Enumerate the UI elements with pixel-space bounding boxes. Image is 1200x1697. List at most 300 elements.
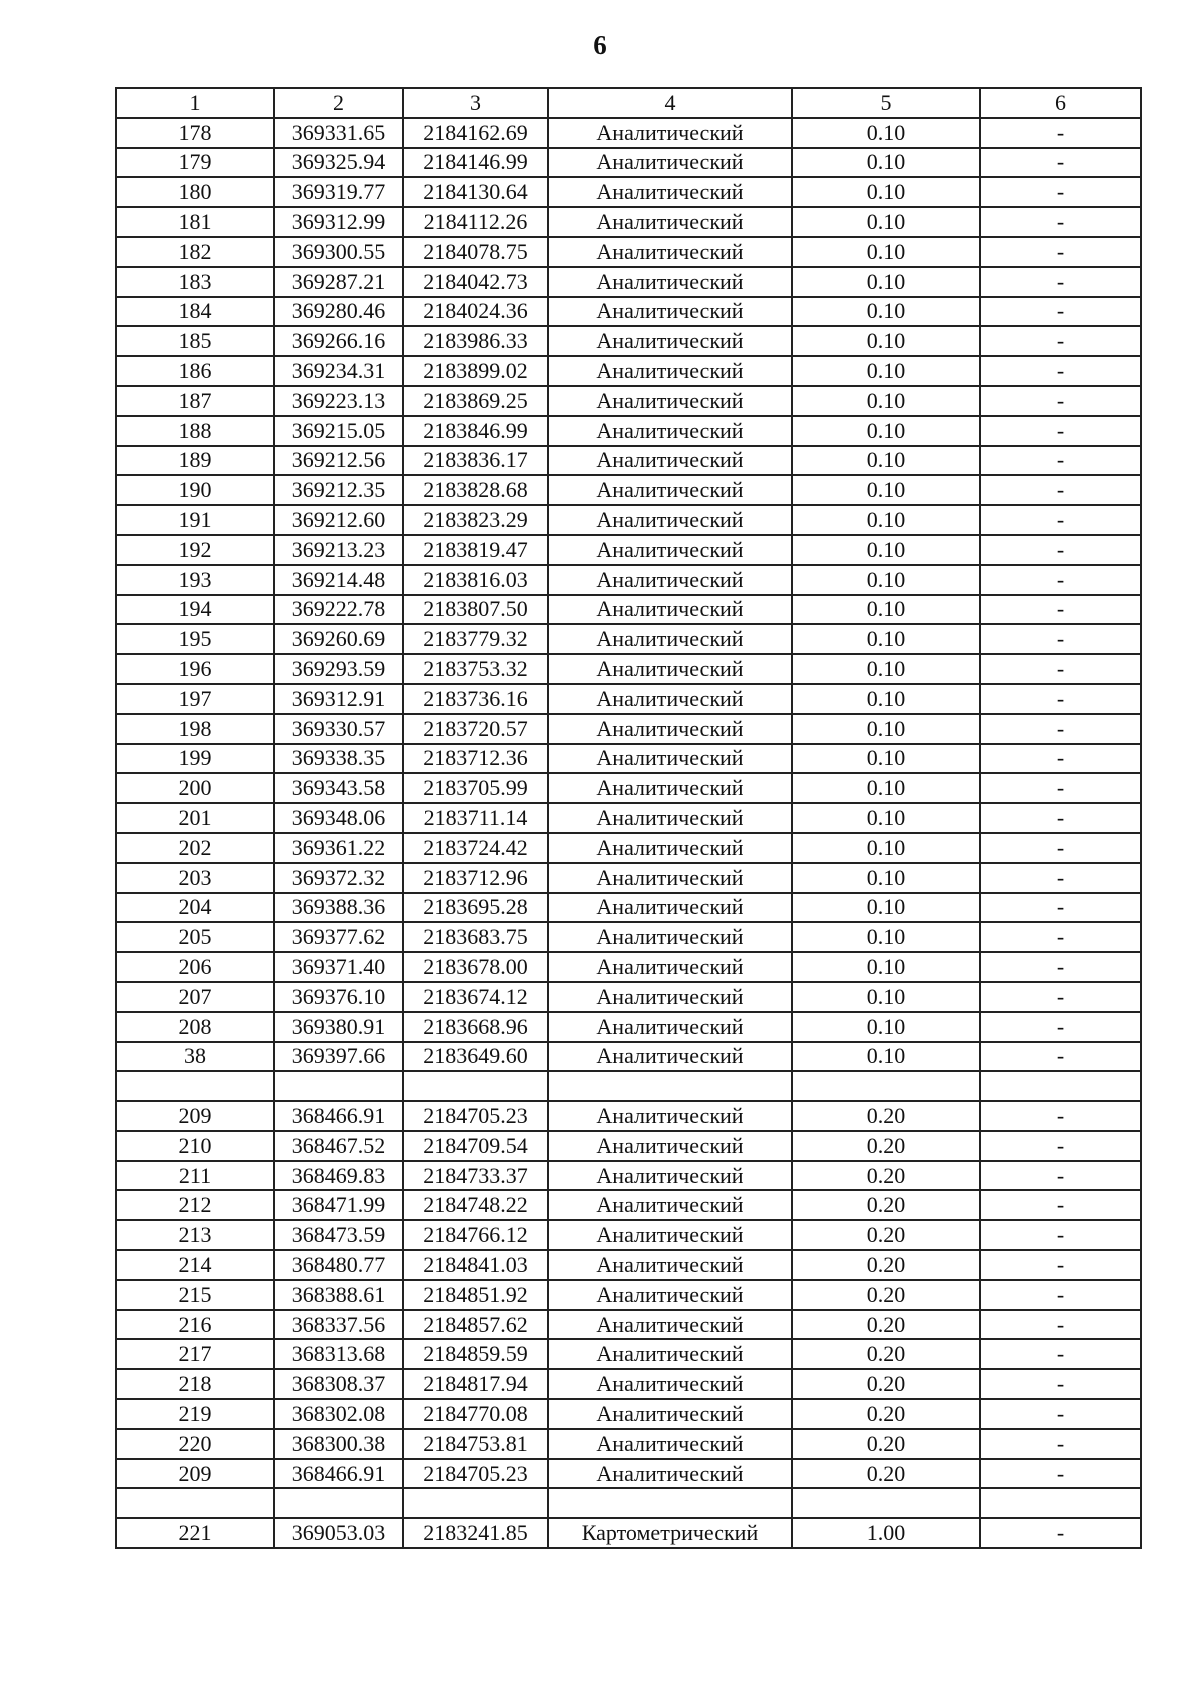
cell-x-coordinate: 368313.68 xyxy=(274,1339,403,1369)
table-row xyxy=(116,595,1141,625)
cell-method: Аналитический xyxy=(548,267,792,297)
table-row xyxy=(116,952,1141,982)
cell-method: Аналитический xyxy=(548,624,792,654)
cell-point-number xyxy=(116,1488,274,1518)
cell-method: Аналитический xyxy=(548,952,792,982)
cell-point-number: 211 xyxy=(116,1161,274,1191)
cell-y-coordinate: 2184146.99 xyxy=(403,148,548,178)
table-row xyxy=(116,1161,1141,1191)
cell-point-number: 198 xyxy=(116,714,274,744)
cell-description: - xyxy=(980,773,1141,803)
cell-accuracy: 0.20 xyxy=(792,1250,980,1280)
cell-accuracy: 0.10 xyxy=(792,535,980,565)
cell-x-coordinate: 369376.10 xyxy=(274,982,403,1012)
cell-y-coordinate: 2184042.73 xyxy=(403,267,548,297)
cell-point-number: 204 xyxy=(116,893,274,923)
table-row xyxy=(116,833,1141,863)
cell-description: - xyxy=(980,1459,1141,1489)
cell-point-number: 184 xyxy=(116,297,274,327)
cell-point-number: 205 xyxy=(116,922,274,952)
cell-method: Аналитический xyxy=(548,1399,792,1429)
cell-accuracy xyxy=(792,1488,980,1518)
cell-y-coordinate: 2184733.37 xyxy=(403,1161,548,1191)
cell-point-number: 183 xyxy=(116,267,274,297)
cell-point-number: 203 xyxy=(116,863,274,893)
cell-description xyxy=(980,1488,1141,1518)
cell-accuracy: 0.10 xyxy=(792,922,980,952)
cell-description: - xyxy=(980,1399,1141,1429)
cell-y-coordinate: 2183668.96 xyxy=(403,1012,548,1042)
cell-y-coordinate: 2183712.96 xyxy=(403,863,548,893)
cell-y-coordinate: 2183846.99 xyxy=(403,416,548,446)
cell-description: - xyxy=(980,1161,1141,1191)
cell-point-number: 218 xyxy=(116,1369,274,1399)
cell-x-coordinate: 368388.61 xyxy=(274,1280,403,1310)
cell-y-coordinate: 2183695.28 xyxy=(403,893,548,923)
cell-accuracy: 0.20 xyxy=(792,1429,980,1459)
cell-method: Аналитический xyxy=(548,1280,792,1310)
cell-y-coordinate: 2183986.33 xyxy=(403,326,548,356)
cell-y-coordinate: 2183779.32 xyxy=(403,624,548,654)
cell-y-coordinate: 2184859.59 xyxy=(403,1339,548,1369)
table-row xyxy=(116,1429,1141,1459)
cell-accuracy: 0.10 xyxy=(792,416,980,446)
cell-x-coordinate: 369371.40 xyxy=(274,952,403,982)
cell-y-coordinate: 2183720.57 xyxy=(403,714,548,744)
cell-y-coordinate: 2184857.62 xyxy=(403,1310,548,1340)
cell-description: - xyxy=(980,1220,1141,1250)
cell-accuracy: 0.20 xyxy=(792,1190,980,1220)
cell-accuracy: 0.10 xyxy=(792,386,980,416)
cell-x-coordinate: 369312.91 xyxy=(274,684,403,714)
cell-description: - xyxy=(980,1012,1141,1042)
table-row xyxy=(116,1071,1141,1101)
cell-x-coordinate: 369380.91 xyxy=(274,1012,403,1042)
cell-x-coordinate: 369377.62 xyxy=(274,922,403,952)
cell-point-number: 214 xyxy=(116,1250,274,1280)
cell-point-number: 210 xyxy=(116,1131,274,1161)
table-header xyxy=(116,88,1141,118)
table-row xyxy=(116,1131,1141,1161)
cell-accuracy: 0.10 xyxy=(792,833,980,863)
cell-x-coordinate: 368467.52 xyxy=(274,1131,403,1161)
cell-accuracy: 0.10 xyxy=(792,744,980,774)
cell-x-coordinate: 369287.21 xyxy=(274,267,403,297)
cell-method: Аналитический xyxy=(548,1369,792,1399)
cell-accuracy: 0.10 xyxy=(792,267,980,297)
cell-y-coordinate: 2183649.60 xyxy=(403,1042,548,1072)
cell-accuracy: 0.20 xyxy=(792,1459,980,1489)
cell-description: - xyxy=(980,684,1141,714)
cell-description: - xyxy=(980,1310,1141,1340)
cell-description: - xyxy=(980,326,1141,356)
cell-x-coordinate: 368308.37 xyxy=(274,1369,403,1399)
cell-accuracy: 0.10 xyxy=(792,654,980,684)
column-header-y-coordinate: 3 xyxy=(403,88,548,118)
cell-accuracy: 0.10 xyxy=(792,684,980,714)
cell-method: Аналитический xyxy=(548,475,792,505)
cell-y-coordinate xyxy=(403,1488,548,1518)
cell-description: - xyxy=(980,863,1141,893)
cell-accuracy: 0.20 xyxy=(792,1220,980,1250)
table-row xyxy=(116,893,1141,923)
cell-point-number: 191 xyxy=(116,505,274,535)
table-row xyxy=(116,684,1141,714)
cell-method: Аналитический xyxy=(548,1042,792,1072)
table-row xyxy=(116,267,1141,297)
cell-y-coordinate: 2183712.36 xyxy=(403,744,548,774)
table-row xyxy=(116,714,1141,744)
cell-point-number: 180 xyxy=(116,177,274,207)
cell-method: Аналитический xyxy=(548,207,792,237)
cell-description: - xyxy=(980,922,1141,952)
cell-y-coordinate: 2183711.14 xyxy=(403,803,548,833)
table-row xyxy=(116,177,1141,207)
cell-y-coordinate: 2183819.47 xyxy=(403,535,548,565)
cell-point-number: 221 xyxy=(116,1518,274,1548)
cell-method: Аналитический xyxy=(548,297,792,327)
cell-x-coordinate: 369260.69 xyxy=(274,624,403,654)
cell-point-number: 189 xyxy=(116,446,274,476)
cell-method: Аналитический xyxy=(548,922,792,952)
cell-description: - xyxy=(980,654,1141,684)
table-row xyxy=(116,982,1141,1012)
cell-description: - xyxy=(980,952,1141,982)
cell-method: Аналитический xyxy=(548,326,792,356)
cell-y-coordinate: 2183674.12 xyxy=(403,982,548,1012)
cell-x-coordinate: 368471.99 xyxy=(274,1190,403,1220)
cell-point-number: 178 xyxy=(116,118,274,148)
cell-point-number: 215 xyxy=(116,1280,274,1310)
cell-method: Аналитический xyxy=(548,505,792,535)
cell-y-coordinate: 2184130.64 xyxy=(403,177,548,207)
column-header-method: 4 xyxy=(548,88,792,118)
cell-x-coordinate: 369331.65 xyxy=(274,118,403,148)
cell-method: Аналитический xyxy=(548,1131,792,1161)
table-row xyxy=(116,356,1141,386)
cell-method: Картометрический xyxy=(548,1518,792,1548)
cell-description: - xyxy=(980,803,1141,833)
cell-accuracy: 1.00 xyxy=(792,1518,980,1548)
cell-y-coordinate: 2183724.42 xyxy=(403,833,548,863)
cell-x-coordinate: 369361.22 xyxy=(274,833,403,863)
cell-point-number: 194 xyxy=(116,595,274,625)
cell-method: Аналитический xyxy=(548,1190,792,1220)
cell-x-coordinate: 369212.56 xyxy=(274,446,403,476)
table-row xyxy=(116,237,1141,267)
cell-description: - xyxy=(980,595,1141,625)
cell-description: - xyxy=(980,207,1141,237)
cell-method: Аналитический xyxy=(548,565,792,595)
cell-y-coordinate: 2183823.29 xyxy=(403,505,548,535)
cell-method: Аналитический xyxy=(548,744,792,774)
cell-accuracy: 0.10 xyxy=(792,773,980,803)
cell-y-coordinate: 2184753.81 xyxy=(403,1429,548,1459)
cell-description: - xyxy=(980,356,1141,386)
cell-x-coordinate: 369293.59 xyxy=(274,654,403,684)
cell-point-number xyxy=(116,1071,274,1101)
cell-method xyxy=(548,1071,792,1101)
cell-accuracy: 0.20 xyxy=(792,1131,980,1161)
cell-accuracy xyxy=(792,1071,980,1101)
cell-point-number: 209 xyxy=(116,1101,274,1131)
cell-description: - xyxy=(980,505,1141,535)
table-row xyxy=(116,1042,1141,1072)
cell-description: - xyxy=(980,714,1141,744)
cell-description: - xyxy=(980,237,1141,267)
cell-y-coordinate: 2184705.23 xyxy=(403,1459,548,1489)
cell-description: - xyxy=(980,1518,1141,1548)
column-header-accuracy: 5 xyxy=(792,88,980,118)
cell-x-coordinate: 369372.32 xyxy=(274,863,403,893)
cell-description: - xyxy=(980,118,1141,148)
cell-method: Аналитический xyxy=(548,356,792,386)
cell-point-number: 181 xyxy=(116,207,274,237)
cell-x-coordinate: 369397.66 xyxy=(274,1042,403,1072)
cell-accuracy: 0.10 xyxy=(792,863,980,893)
cell-method: Аналитический xyxy=(548,148,792,178)
cell-x-coordinate: 369348.06 xyxy=(274,803,403,833)
cell-point-number: 193 xyxy=(116,565,274,595)
column-header-description: 6 xyxy=(980,88,1141,118)
cell-point-number: 212 xyxy=(116,1190,274,1220)
cell-point-number: 220 xyxy=(116,1429,274,1459)
cell-accuracy: 0.20 xyxy=(792,1339,980,1369)
cell-x-coordinate: 369280.46 xyxy=(274,297,403,327)
table-row xyxy=(116,505,1141,535)
cell-y-coordinate: 2183828.68 xyxy=(403,475,548,505)
cell-description: - xyxy=(980,1131,1141,1161)
cell-point-number: 219 xyxy=(116,1399,274,1429)
cell-x-coordinate: 369215.05 xyxy=(274,416,403,446)
cell-method: Аналитический xyxy=(548,535,792,565)
cell-x-coordinate: 369388.36 xyxy=(274,893,403,923)
cell-description: - xyxy=(980,833,1141,863)
cell-description: - xyxy=(980,624,1141,654)
cell-point-number: 195 xyxy=(116,624,274,654)
table-row xyxy=(116,1488,1141,1518)
cell-accuracy: 0.10 xyxy=(792,803,980,833)
table-row xyxy=(116,1369,1141,1399)
cell-description: - xyxy=(980,446,1141,476)
coordinates-table xyxy=(115,87,1142,1549)
table-row xyxy=(116,744,1141,774)
cell-x-coordinate xyxy=(274,1488,403,1518)
table-row xyxy=(116,386,1141,416)
cell-accuracy: 0.20 xyxy=(792,1101,980,1131)
cell-y-coordinate: 2183241.85 xyxy=(403,1518,548,1548)
cell-accuracy: 0.10 xyxy=(792,177,980,207)
cell-x-coordinate: 369212.35 xyxy=(274,475,403,505)
cell-description: - xyxy=(980,177,1141,207)
cell-x-coordinate: 369053.03 xyxy=(274,1518,403,1548)
cell-point-number: 192 xyxy=(116,535,274,565)
cell-point-number: 187 xyxy=(116,386,274,416)
cell-x-coordinate: 368473.59 xyxy=(274,1220,403,1250)
table-body xyxy=(116,118,1141,1548)
cell-method: Аналитический xyxy=(548,386,792,416)
cell-x-coordinate: 368300.38 xyxy=(274,1429,403,1459)
cell-x-coordinate: 369214.48 xyxy=(274,565,403,595)
cell-description: - xyxy=(980,148,1141,178)
cell-x-coordinate: 368466.91 xyxy=(274,1459,403,1489)
cell-accuracy: 0.10 xyxy=(792,356,980,386)
cell-y-coordinate: 2184841.03 xyxy=(403,1250,548,1280)
cell-accuracy: 0.10 xyxy=(792,475,980,505)
cell-y-coordinate: 2184705.23 xyxy=(403,1101,548,1131)
cell-y-coordinate: 2183736.16 xyxy=(403,684,548,714)
cell-point-number: 217 xyxy=(116,1339,274,1369)
cell-description: - xyxy=(980,267,1141,297)
cell-method: Аналитический xyxy=(548,1161,792,1191)
table-row xyxy=(116,416,1141,446)
cell-y-coordinate: 2183836.17 xyxy=(403,446,548,476)
cell-method: Аналитический xyxy=(548,684,792,714)
cell-point-number: 209 xyxy=(116,1459,274,1489)
cell-accuracy: 0.20 xyxy=(792,1161,980,1191)
cell-x-coordinate: 368466.91 xyxy=(274,1101,403,1131)
cell-method: Аналитический xyxy=(548,1012,792,1042)
cell-x-coordinate xyxy=(274,1071,403,1101)
cell-y-coordinate: 2183683.75 xyxy=(403,922,548,952)
cell-accuracy: 0.10 xyxy=(792,565,980,595)
cell-y-coordinate: 2184748.22 xyxy=(403,1190,548,1220)
cell-method: Аналитический xyxy=(548,773,792,803)
cell-point-number: 202 xyxy=(116,833,274,863)
cell-x-coordinate: 369300.55 xyxy=(274,237,403,267)
cell-x-coordinate: 369330.57 xyxy=(274,714,403,744)
cell-description: - xyxy=(980,416,1141,446)
cell-description: - xyxy=(980,1280,1141,1310)
column-header-x-coordinate: 2 xyxy=(274,88,403,118)
table-row xyxy=(116,446,1141,476)
cell-point-number: 38 xyxy=(116,1042,274,1072)
table-row xyxy=(116,1399,1141,1429)
cell-x-coordinate: 369266.16 xyxy=(274,326,403,356)
cell-accuracy: 0.10 xyxy=(792,1042,980,1072)
cell-method: Аналитический xyxy=(548,893,792,923)
cell-method: Аналитический xyxy=(548,1101,792,1131)
cell-method: Аналитический xyxy=(548,237,792,267)
cell-accuracy: 0.20 xyxy=(792,1310,980,1340)
table-row xyxy=(116,1459,1141,1489)
cell-description: - xyxy=(980,1190,1141,1220)
cell-x-coordinate: 368337.56 xyxy=(274,1310,403,1340)
table-row xyxy=(116,803,1141,833)
table-row xyxy=(116,475,1141,505)
cell-y-coordinate: 2183816.03 xyxy=(403,565,548,595)
cell-y-coordinate: 2184766.12 xyxy=(403,1220,548,1250)
cell-y-coordinate: 2184817.94 xyxy=(403,1369,548,1399)
cell-accuracy: 0.20 xyxy=(792,1280,980,1310)
cell-accuracy: 0.10 xyxy=(792,714,980,744)
cell-y-coordinate: 2183705.99 xyxy=(403,773,548,803)
cell-description: - xyxy=(980,982,1141,1012)
cell-description: - xyxy=(980,1250,1141,1280)
cell-point-number: 186 xyxy=(116,356,274,386)
cell-y-coordinate: 2183807.50 xyxy=(403,595,548,625)
cell-point-number: 200 xyxy=(116,773,274,803)
cell-method: Аналитический xyxy=(548,595,792,625)
table-row xyxy=(116,118,1141,148)
table-row xyxy=(116,535,1141,565)
cell-accuracy: 0.10 xyxy=(792,624,980,654)
cell-accuracy: 0.10 xyxy=(792,893,980,923)
cell-description: - xyxy=(980,1369,1141,1399)
table-row xyxy=(116,1339,1141,1369)
cell-description: - xyxy=(980,1101,1141,1131)
cell-method: Аналитический xyxy=(548,1220,792,1250)
cell-point-number: 199 xyxy=(116,744,274,774)
table-row xyxy=(116,922,1141,952)
cell-point-number: 196 xyxy=(116,654,274,684)
cell-x-coordinate: 369343.58 xyxy=(274,773,403,803)
cell-accuracy: 0.10 xyxy=(792,446,980,476)
table-row xyxy=(116,1250,1141,1280)
cell-method: Аналитический xyxy=(548,833,792,863)
cell-x-coordinate: 369222.78 xyxy=(274,595,403,625)
cell-x-coordinate: 368480.77 xyxy=(274,1250,403,1280)
table-row xyxy=(116,773,1141,803)
cell-method: Аналитический xyxy=(548,1429,792,1459)
cell-description: - xyxy=(980,1429,1141,1459)
cell-point-number: 182 xyxy=(116,237,274,267)
cell-point-number: 179 xyxy=(116,148,274,178)
cell-accuracy: 0.10 xyxy=(792,297,980,327)
table-row xyxy=(116,297,1141,327)
cell-accuracy: 0.10 xyxy=(792,952,980,982)
cell-point-number: 197 xyxy=(116,684,274,714)
cell-y-coordinate: 2184162.69 xyxy=(403,118,548,148)
cell-description: - xyxy=(980,1339,1141,1369)
cell-method xyxy=(548,1488,792,1518)
cell-point-number: 190 xyxy=(116,475,274,505)
table-row xyxy=(116,863,1141,893)
cell-accuracy: 0.10 xyxy=(792,148,980,178)
cell-method: Аналитический xyxy=(548,1459,792,1489)
cell-y-coordinate xyxy=(403,1071,548,1101)
cell-x-coordinate: 369319.77 xyxy=(274,177,403,207)
cell-method: Аналитический xyxy=(548,446,792,476)
cell-method: Аналитический xyxy=(548,177,792,207)
cell-y-coordinate: 2184112.26 xyxy=(403,207,548,237)
cell-y-coordinate: 2184078.75 xyxy=(403,237,548,267)
cell-x-coordinate: 369213.23 xyxy=(274,535,403,565)
cell-x-coordinate: 369325.94 xyxy=(274,148,403,178)
cell-description: - xyxy=(980,1042,1141,1072)
cell-accuracy: 0.10 xyxy=(792,595,980,625)
cell-x-coordinate: 369212.60 xyxy=(274,505,403,535)
cell-point-number: 213 xyxy=(116,1220,274,1250)
cell-y-coordinate: 2184709.54 xyxy=(403,1131,548,1161)
cell-point-number: 206 xyxy=(116,952,274,982)
cell-method: Аналитический xyxy=(548,803,792,833)
cell-y-coordinate: 2184024.36 xyxy=(403,297,548,327)
cell-method: Аналитический xyxy=(548,1250,792,1280)
cell-accuracy: 0.10 xyxy=(792,118,980,148)
cell-method: Аналитический xyxy=(548,654,792,684)
cell-point-number: 208 xyxy=(116,1012,274,1042)
cell-accuracy: 0.20 xyxy=(792,1369,980,1399)
cell-point-number: 188 xyxy=(116,416,274,446)
cell-description: - xyxy=(980,475,1141,505)
cell-x-coordinate: 368302.08 xyxy=(274,1399,403,1429)
cell-method: Аналитический xyxy=(548,118,792,148)
cell-description: - xyxy=(980,386,1141,416)
cell-accuracy: 0.20 xyxy=(792,1399,980,1429)
cell-point-number: 207 xyxy=(116,982,274,1012)
table-row xyxy=(116,1518,1141,1548)
